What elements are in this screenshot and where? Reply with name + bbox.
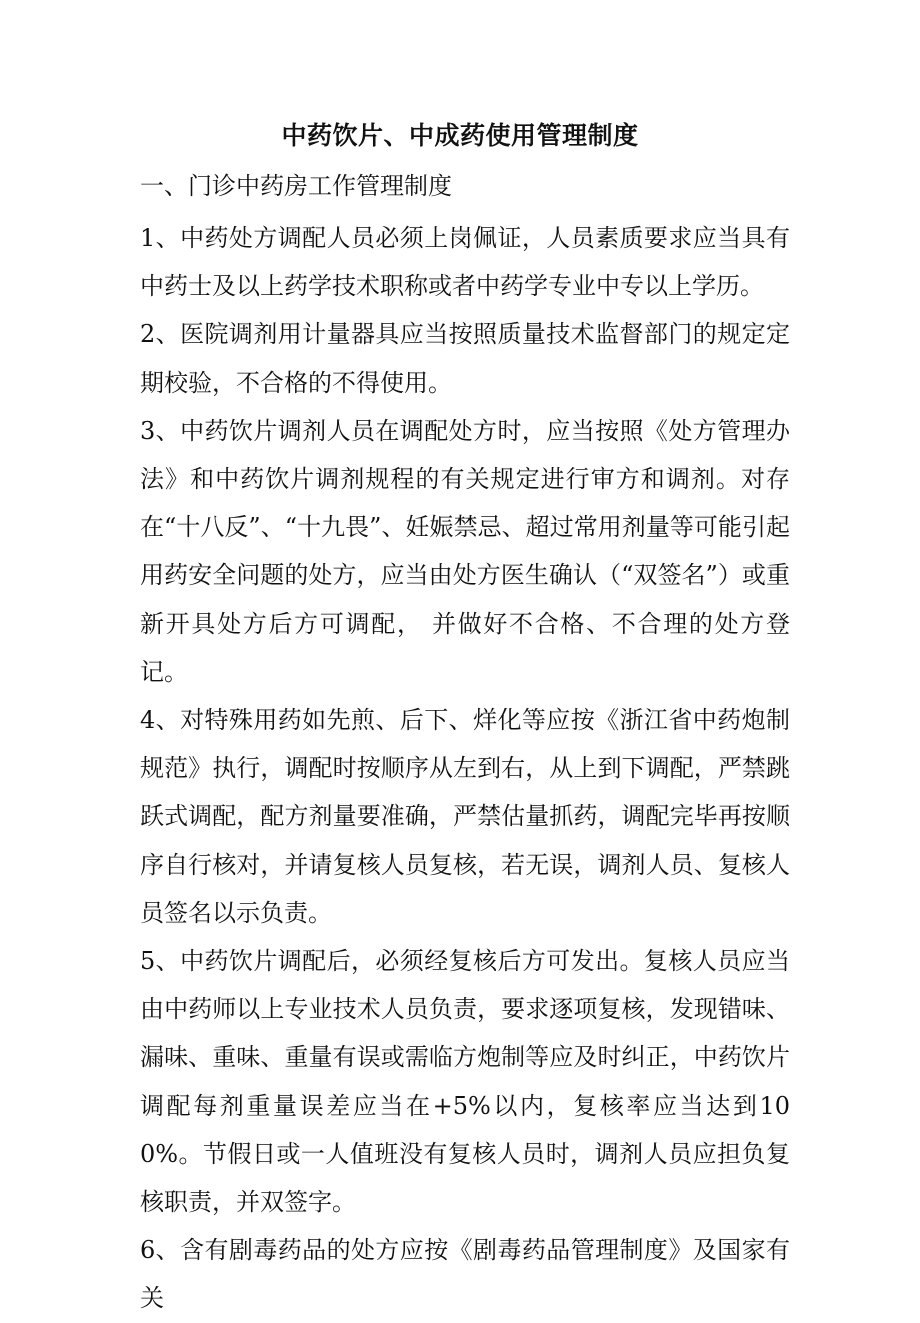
paragraph-5: 5、中药饮片调配后，必须经复核后方可发出。复核人员应当由中药师以上专业技术人员负责，要求逐项复核，发现错味、漏味、重味、重量有误或需临方炮制等应及时纠正，中药饮片调配每剂重量误差应当在+5%以内，复核率应当达到100%。节假日或一人值班没有复核人员时，调剂人员应担负复核职责，并双签字。 bbox=[140, 947, 790, 1217]
document-body bbox=[140, 214, 790, 1323]
paragraph-2: 2、医院调剂用计量器具应当按照质量技术监督部门的规定定期校验，不合格的不得使用。 bbox=[140, 320, 790, 397]
paragraph-3: 3、中药饮片调剂人员在调配处方时，应当按照《处方管理办法》和中药饮片调剂规程的有关规定进行审方和调剂。对存在“十八反”、“十九畏”、妊娠禁忌、超过常用剂量等可能引起用药安全问题的处方，应当由处方医生确认（“双签名”）或重新开具处方后方可调配， 并做好不合格、不合理的处方登记。 bbox=[140, 416, 790, 686]
document-title: 中药饮片、中成药使用管理制度 bbox=[281, 121, 639, 150]
paragraph-4: 4、对特殊用药如先煎、后下、烊化等应按《浙江省中药炮制规范》执行，调配时按顺序从左到右，从上到下调配，严禁跳跃式调配，配方剂量要准确，严禁估量抓药，调配完毕再按顺序自行核对，并请复核人员复核，若无误，调剂人员、复核人员签名以示负责。 bbox=[140, 706, 790, 927]
paragraph-1: 1、中药处方调配人员必须上岗佩证，人员素质要求应当具有中药士及以上药学技术职称或者中药学专业中专以上学历。 bbox=[140, 224, 790, 301]
section-heading: 一、门诊中药房工作管理制度 bbox=[140, 172, 452, 200]
paragraph-6: 6、含有剧毒药品的处方应按《剧毒药品管理制度》及国家有关 bbox=[140, 1236, 790, 1313]
